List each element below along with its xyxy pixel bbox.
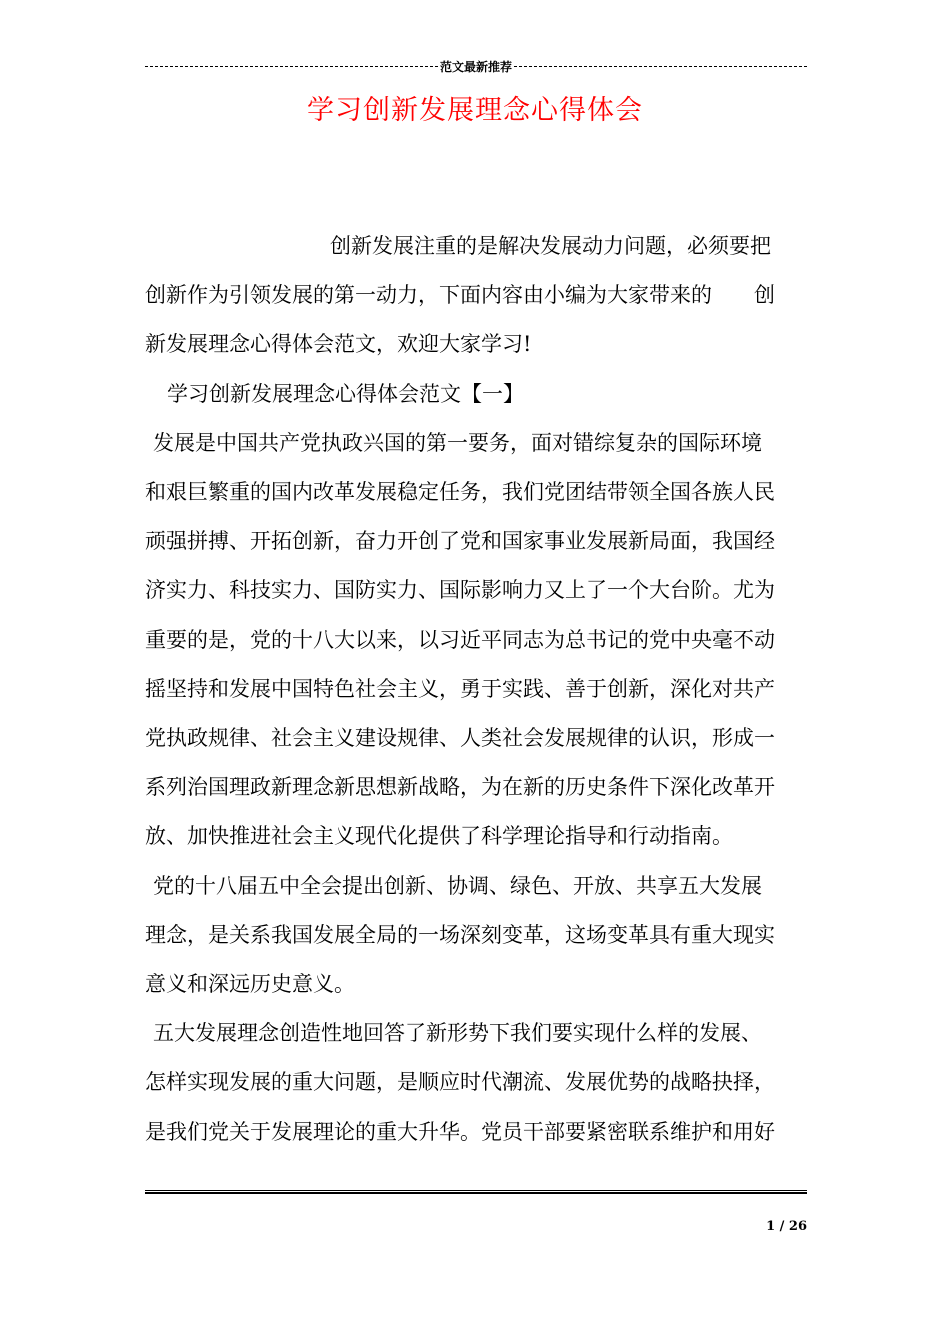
body-line bbox=[145, 271, 810, 320]
header-dash-right bbox=[514, 66, 807, 67]
header-banner bbox=[145, 58, 807, 74]
body-line: 和艰巨繁重的国内改革发展稳定任务，我们党团结带领全国各族人民 bbox=[145, 480, 775, 505]
body-line: 顽强拼搏、开拓创新，奋力开创了党和国家事业发展新局面，我国经 bbox=[145, 529, 775, 554]
body-line: 放、加快推进社会主义现代化提供了科学理论指导和行动指南。 bbox=[145, 824, 733, 849]
body-line: 党执政规律、社会主义建设规律、人类社会发展规律的认识，形成一 bbox=[145, 726, 775, 751]
body-line: 系列治国理政新理念新思想新战略，为在新的历史条件下深化改革开 bbox=[145, 775, 775, 800]
document-title: 学习创新发展理念心得体会 bbox=[307, 95, 643, 126]
header-dash-left bbox=[145, 66, 438, 67]
body-line: 意义和深远历史意义。 bbox=[145, 972, 355, 997]
body-line: 发展是中国共产党执政兴国的第一要务，面对错综复杂的国际环境 bbox=[153, 430, 762, 455]
document-body bbox=[145, 222, 810, 1157]
body-line: 党的十八届五中全会提出创新、协调、绿色、开放、共享五大发展 bbox=[153, 873, 762, 898]
body-line: 新发展理念心得体会范文，欢迎大家学习! bbox=[145, 332, 532, 357]
header-label: 范文最新推荐 bbox=[440, 59, 513, 74]
body-line: 是我们党关于发展理论的重大升华。党员干部要紧密联系维护和用好 bbox=[145, 1119, 775, 1144]
body-line: 摇坚持和发展中国特色社会主义，勇于实践、善于创新，深化对共产 bbox=[145, 676, 775, 701]
body-line: 怎样实现发展的重大问题，是顺应时代潮流、发展优势的战略抉择， bbox=[145, 1070, 775, 1095]
body-line: 重要的是，党的十八大以来，以习近平同志为总书记的党中央毫不动 bbox=[145, 627, 775, 652]
body-line-text: 创新作为引领发展的第一动力，下面内容由小编为大家带来的 bbox=[145, 283, 712, 308]
body-line: 创新发展注重的是解决发展动力问题，必须要把 bbox=[330, 234, 771, 258]
page-number: 1 / 26 bbox=[766, 1219, 807, 1234]
footer-rule bbox=[145, 1190, 807, 1194]
body-line: 济实力、科技实力、国防实力、国际影响力又上了一个大台阶。尤为 bbox=[145, 578, 775, 603]
body-line-text: 创 bbox=[754, 283, 775, 308]
body-line: 理念，是关系我国发展全局的一场深刻变革，这场变革具有重大现实 bbox=[145, 922, 775, 947]
body-line: 五大发展理念创造性地回答了新形势下我们要实现什么样的发展、 bbox=[153, 1021, 762, 1046]
section-heading: 学习创新发展理念心得体会范文【一】 bbox=[167, 381, 524, 406]
